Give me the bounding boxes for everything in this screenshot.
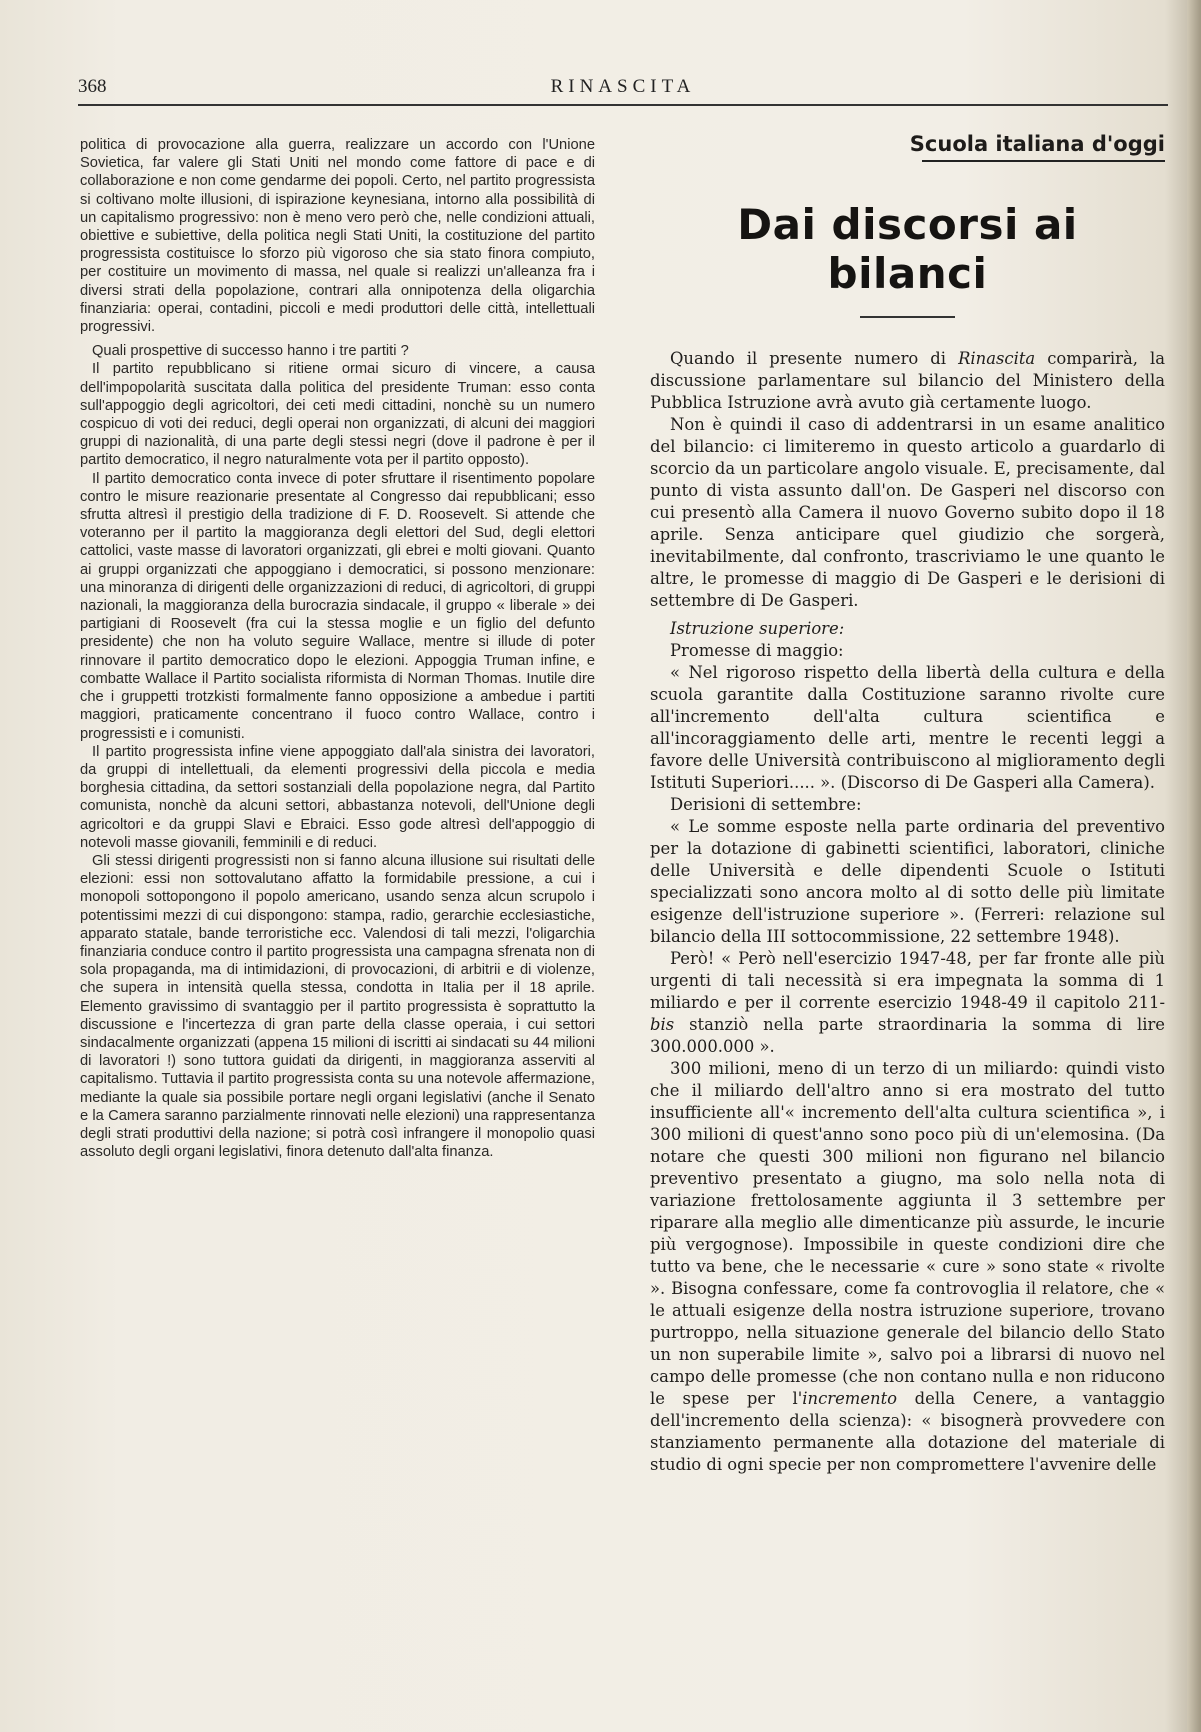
derisioni-label: Derisioni di settembre: (670, 794, 862, 814)
page-edge-shadow (1187, 0, 1201, 1732)
page-header (78, 72, 1168, 106)
running-title: RINASCITA (550, 76, 696, 97)
subheading (650, 618, 1165, 640)
promesse-quote: « Nel rigoroso rispetto della libertà della cultura e della scuola garantite dalla Costituzione saranno rivolte cure all'incremento dell'alta cultura scientifica e all'incoraggiamento delle arti, mentre le recenti leggi a favore delle Università contribuiscono al miglioramento degli Istituti Superiori..... ». (Discorso di De Gasperi alla Camera). (650, 662, 1165, 792)
text-run: della Cenere, a vantaggio dell'incremento della scienza): « bisognerà provvedere con stanziamento permanente alla dotazione del materiale di studio di ogni specie per non compromettere l'avvenire delle (650, 1388, 1165, 1474)
derisioni-quote: « Le somme esposte nella parte ordinaria del preventivo per la dotazione di gabinetti scientifici, laboratori, cliniche delle Università e delle dipendenti Scuole o Istituti specializzati sono ancora molto al di sotto delle più limitate esigenze dell'istruzione superiore ». (Ferreri: relazione sul bilancio della III sottocommissione, 22 settembre 1948). (650, 816, 1165, 946)
promesse-label: Promesse di maggio: (670, 640, 844, 660)
header-rule (78, 104, 1168, 106)
final-paragraph (650, 1058, 1165, 1476)
subheading-text: Istruzione superiore: (670, 618, 845, 638)
left-paragraph: Gli stessi dirigenti progressisti non si fanno alcuna illusione sui risultati delle elezioni: essi non sottovalutano affatto la formidabile pressione, a cui i monopoli sottopongono il popolo americano, usando senza alcun scrupolo i potentissimi mezzi di cui dispongono: stampa, radio, gerarchie ecclesiastiche, apparato statale, bande terroristiche ecc. Valendosi di tali mezzi, l'oligarchia finanziaria conduce contro il partito progressista una campagna sfrenata non di sola propaganda, ma di intimidazioni, di provocazioni, di arbitrii e di violenze, che supera in intensità quella stessa, condotta in Italia per il 18 aprile. Elemento gravissimo di svantaggio per il partito progressista è soprattutto la discussione e l'incertezza di gran parte della classe operaia, i cui settori sindacalmente organizzati (appena 15 milioni di iscritti ai sindacati su 44 milioni di lavoratori !) sono tuttora guidati da dirigenti, in maggioranza asserviti al capitalismo. Tuttavia il partito progressista conta su una notevole affermazione, mediante la quale sia possibile portare negli organi legislativi (anche il Senato e la Camera saranno parzialmente rinnovati nelle elezioni) una rappresentanza degli strati produttivi della nazione; si potrà così infrangere il monopolio quasi assoluto degli organi legislativi, finora detenuto dall'alta finanza. (80, 852, 595, 1161)
magazine-name: Rinascita (958, 348, 1036, 368)
intro-paragraph (650, 348, 1165, 414)
text-run: bis (650, 1014, 675, 1034)
left-paragraph: politica di provocazione alla guerra, realizzare un accordo con l'Unione Sovietica, far valere gli Stati Uniti nel mondo come fattore di pace e di collaborazione e non come gendarme dei popoli. Certo, nel partito progressista si coltivano molte illusioni, di ispirazione keynesiana, intorno alla possibilità di un capitalismo progressivo: non è meno vero però che, nelle condizioni attuali, obiettive e subiettive, della politica negli Stati Uniti, la costituzione del partito progressista costituisce lo sforzo più vigoroso che sia stato finora compiuto, per costituire un movimento di massa, nel quale si realizzi un'alleanza fra i diversi strati della popolazione, contrari alla onnipotenza della oligarchia finanziaria: operai, contadini, piccoli e medi produttori delle città, intellettuali progressivi. (80, 137, 595, 336)
text-run: Però! « Però nell'esercizio 1947-48, per far fronte alle più urgenti di tali necessità si era impegnata la somma di 1 miliardo e per il corrente esercizio 1948-49 il capitolo 211- (650, 948, 1165, 1012)
right-column (650, 132, 1165, 1476)
left-column (80, 136, 595, 1161)
text-run: incremento (802, 1388, 898, 1408)
section-label: Scuola italiana d'oggi (909, 132, 1165, 156)
left-paragraph: Il partito progressista infine viene appoggiato dall'ala sinistra dei lavoratori, da gruppi di intellettuali, da elementi progressivi della piccola e media borghesia cittadina, da settori sostanziali della popolazione negra, dal Partito comunista, nonchè da alcuni settori, abbastanza notevoli, dell'Unione degli agricoltori e da gruppi Slavi e Ebraici. Esso gode altresì dell'appoggio di notevoli masse giovanili, femminili e di reduci. (80, 743, 595, 851)
page-number: 368 (78, 76, 107, 97)
article-title: Dai discorsi ai bilanci (737, 200, 1078, 298)
left-paragraph: Quali prospettive di successo hanno i tre partiti ? (92, 343, 409, 360)
pero-paragraph (650, 948, 1165, 1058)
text-run: comparirà, la discussione parlamentare sul bilancio del Ministero della Pubblica Istruzione avrà avuto già certamente luogo. (650, 348, 1166, 412)
text-run: Quando il presente numero di (670, 348, 959, 368)
left-paragraph: Il partito democratico conta invece di poter sfruttare il risentimento popolare contro le misure reazionarie presentate al Congresso dai repubblicani; esso sfrutta altresì il prestigio della tradizione di F. D. Roosevelt. Si attende che voteranno per il partito la maggioranza degli elettori del Sud, degli elettori cattolici, vaste masse di lavoratori organizzati, gli ebrei e molti giovani. Quanto ai gruppi organizzati che appoggiano i democratici, si possono menzionare: una minoranza di dirigenti delle organizzazioni di reduci, di agricoltori, di gruppi nazionali, la maggioranza della burocrazia sindacale, il gruppo « liberale » dei partigiani di Roosevelt (fra cui la stessa moglie e un figlio del defunto presidente) che non ha voluto seguire Wallace, mentre si illude di poter rinnovare il partito democratico dopo le elezioni. Appoggia Truman infine, e combatte Wallace il Partito socialista riformista di Norman Thomas. Inutile dire che i gruppetti trotzkisti formalmente fanno opposizione a ambedue i partiti maggiori, praticamente concentrano il fuoco contro Wallace, contro i progressisti e i comunisti. (80, 470, 595, 742)
intro-paragraph: Non è quindi il caso di addentrarsi in un esame analitico del bilancio: ci limiteremo in questo articolo a guardarlo di scorcio da un particolare angolo visuale. E, precisamente, dal punto di vista assunto dall'on. De Gasperi nel discorso con cui presentò alla Camera il nuovo Governo subito dopo il 18 aprile. Senza anticipare quel giudizio che sorgerà, inevitabilmente, dal confronto, trascriviamo le une quanto le altre, le promesse di maggio di De Gasperi e le derisioni di settembre di De Gasperi. (650, 414, 1165, 610)
text-run: 300 milioni, meno di un terzo di un miliardo: quindi visto che il miliardo dell'altro anno si era mostrato del tutto insufficiente all'« incremento dell'alta cultura scientifica », i 300 milioni di quest'anno sono poco più di un'elemosina. (Da notare che questi 300 milioni non figurano nel bilancio preventivo presentato a giugno, ma solo nella nota di variazione frettolosamente aggiunta il 3 settembre per riparare alla meglio alle dimenticanze più assurde, le incurie più vergognose). Impossibile in queste condizioni dire che tutto va bene, che le necessarie « cure » sono state « rivolte ». Bisogna confessare, come fa controvoglia il relatore, che « le attuali esigenze della nostra istruzione superiore, trovano purtroppo, nella situazione generale del bilancio dello Stato un non superabile limite », salvo poi a librarsi di nuovo nel campo delle promesse (che non contano nulla e non riducono le spese per l' (650, 1058, 1165, 1408)
text-run: stanziò nella parte straordinaria la somma di lire 300.000.000 ». (650, 1014, 1165, 1056)
article-body (650, 348, 1165, 1476)
title-rule (860, 316, 955, 318)
section-rule (922, 160, 1165, 162)
left-paragraph: Il partito repubblicano si ritiene ormai sicuro di vincere, a causa dell'impopolarità suscitata dalla politica del presidente Truman: esso conta sull'appoggio degli agricoltori, dei ceti medi cittadini, nonchè su un numero cospicuo di voti dei reduci, degli operai non organizzati, di alcuni dei maggiori gruppi di nazionalità, di una parte degli stessi negri (dove il padrone è per il partito democratico, il negro naturalmente vota per il partito opposto). (80, 361, 595, 469)
